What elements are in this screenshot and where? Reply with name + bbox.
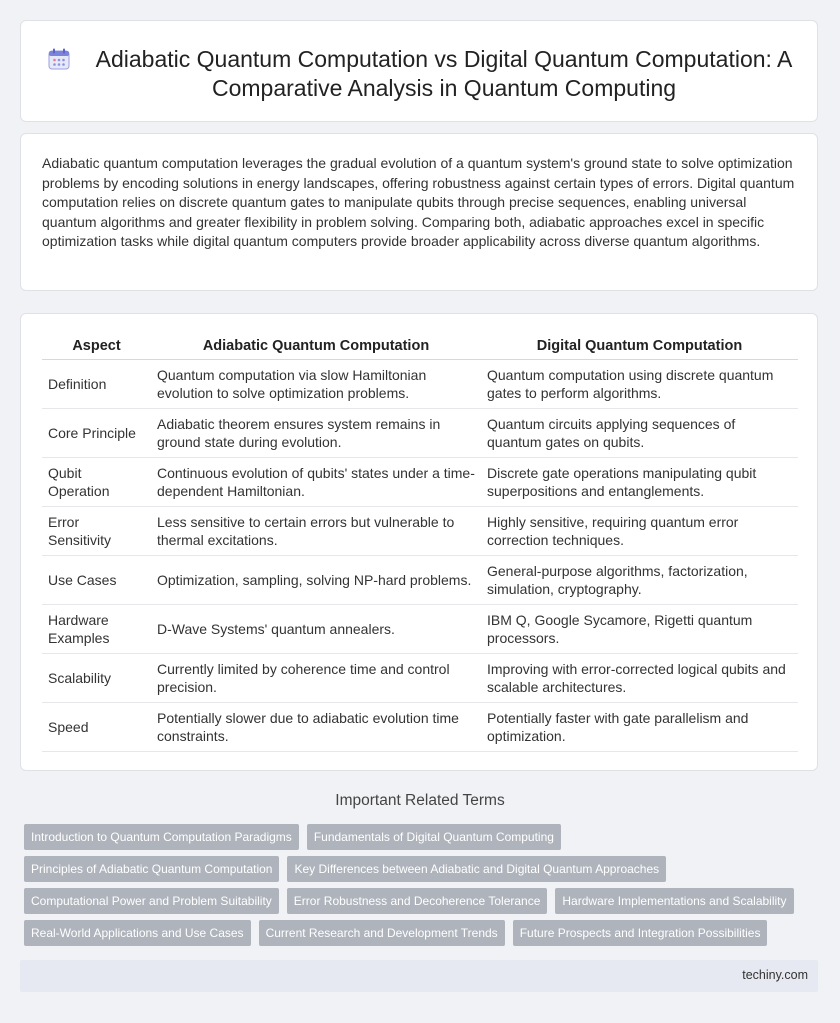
related-term-tag[interactable]: Current Research and Development Trends <box>259 920 505 946</box>
table-row <box>42 458 798 507</box>
related-term-tag[interactable]: Error Robustness and Decoherence Tolerance <box>287 888 548 914</box>
related-term-tag[interactable]: Principles of Adiabatic Quantum Computation <box>24 856 279 882</box>
tag-row <box>24 824 804 850</box>
calendar-icon <box>47 47 71 71</box>
row-aspect: Hardware Examples <box>42 605 151 654</box>
row-adiabatic: Less sensitive to certain errors but vulnerable to thermal excitations. <box>151 507 481 556</box>
row-adiabatic: Optimization, sampling, solving NP-hard problems. <box>151 556 481 605</box>
related-term-tag[interactable]: Future Prospects and Integration Possibilities <box>513 920 768 946</box>
row-aspect: Definition <box>42 360 151 409</box>
summary-text: Adiabatic quantum computation leverages the gradual evolution of a quantum system's ground state to solve optimization problems by encoding solutions in energy landscapes, offering robustness against certain types of errors. Digital quantum computation relies on discrete quantum gates to manipulate qubits through precise sequences, enabling universal quantum algorithms and greater flexibility in problem solving. Comparing both, adiabatic approaches excel in specific optimization tasks while digital quantum computers provide broader applicability across diverse quantum algorithms. <box>42 155 795 249</box>
row-digital: Quantum circuits applying sequences of quantum gates on qubits. <box>481 409 798 458</box>
row-adiabatic: Continuous evolution of qubits' states under a time-dependent Hamiltonian. <box>151 458 481 507</box>
row-digital: IBM Q, Google Sycamore, Rigetti quantum processors. <box>481 605 798 654</box>
row-digital: General-purpose algorithms, factorization, simulation, cryptography. <box>481 556 798 605</box>
header-adiabatic: Adiabatic Quantum Computation <box>151 332 481 360</box>
related-term-tag[interactable]: Introduction to Quantum Computation Paradigms <box>24 824 299 850</box>
tag-row <box>24 920 804 946</box>
footer <box>20 960 818 992</box>
row-aspect: Scalability <box>42 654 151 703</box>
tag-row <box>24 856 804 882</box>
table-row <box>42 654 798 703</box>
row-aspect: Speed <box>42 703 151 752</box>
table-row <box>42 703 798 752</box>
table-row <box>42 556 798 605</box>
related-term-tag[interactable]: Fundamentals of Digital Quantum Computing <box>307 824 561 850</box>
table-header-row <box>42 332 798 360</box>
comparison-table <box>42 332 798 752</box>
footer-brand[interactable]: techiny.com <box>742 968 808 982</box>
header-digital: Digital Quantum Computation <box>481 332 798 360</box>
row-adiabatic: Quantum computation via slow Hamiltonian evolution to solve optimization problems. <box>151 360 481 409</box>
related-term-tag[interactable]: Key Differences between Adiabatic and Digital Quantum Approaches <box>287 856 666 882</box>
row-adiabatic: Currently limited by coherence time and control precision. <box>151 654 481 703</box>
related-term-tag[interactable]: Hardware Implementations and Scalability <box>555 888 793 914</box>
related-term-tag[interactable]: Real-World Applications and Use Cases <box>24 920 251 946</box>
row-digital: Improving with error-corrected logical qubits and scalable architectures. <box>481 654 798 703</box>
table-row <box>42 507 798 556</box>
summary-card <box>20 133 818 291</box>
page-title: Adiabatic Quantum Computation vs Digital Quantum Computation: A Comparative Analysis in Quantum Computing <box>95 46 793 101</box>
related-term-tag[interactable]: Computational Power and Problem Suitability <box>24 888 279 914</box>
row-adiabatic: Potentially slower due to adiabatic evolution time constraints. <box>151 703 481 752</box>
title-card <box>20 20 818 122</box>
table-row <box>42 409 798 458</box>
row-digital: Quantum computation using discrete quantum gates to perform algorithms. <box>481 360 798 409</box>
row-digital: Potentially faster with gate parallelism and optimization. <box>481 703 798 752</box>
comparison-table-card <box>20 313 818 771</box>
row-aspect: Use Cases <box>42 556 151 605</box>
row-digital: Discrete gate operations manipulating qubit superpositions and entanglements. <box>481 458 798 507</box>
header-aspect: Aspect <box>42 332 151 360</box>
related-terms-title: Important Related Terms <box>335 792 505 809</box>
related-terms-tags <box>24 824 804 952</box>
row-digital: Highly sensitive, requiring quantum error correction techniques. <box>481 507 798 556</box>
table-row <box>42 605 798 654</box>
tag-row <box>24 888 804 914</box>
row-aspect: Core Principle <box>42 409 151 458</box>
row-adiabatic: D-Wave Systems' quantum annealers. <box>151 605 481 654</box>
table-row <box>42 360 798 409</box>
row-adiabatic: Adiabatic theorem ensures system remains in ground state during evolution. <box>151 409 481 458</box>
row-aspect: Qubit Operation <box>42 458 151 507</box>
row-aspect: Error Sensitivity <box>42 507 151 556</box>
